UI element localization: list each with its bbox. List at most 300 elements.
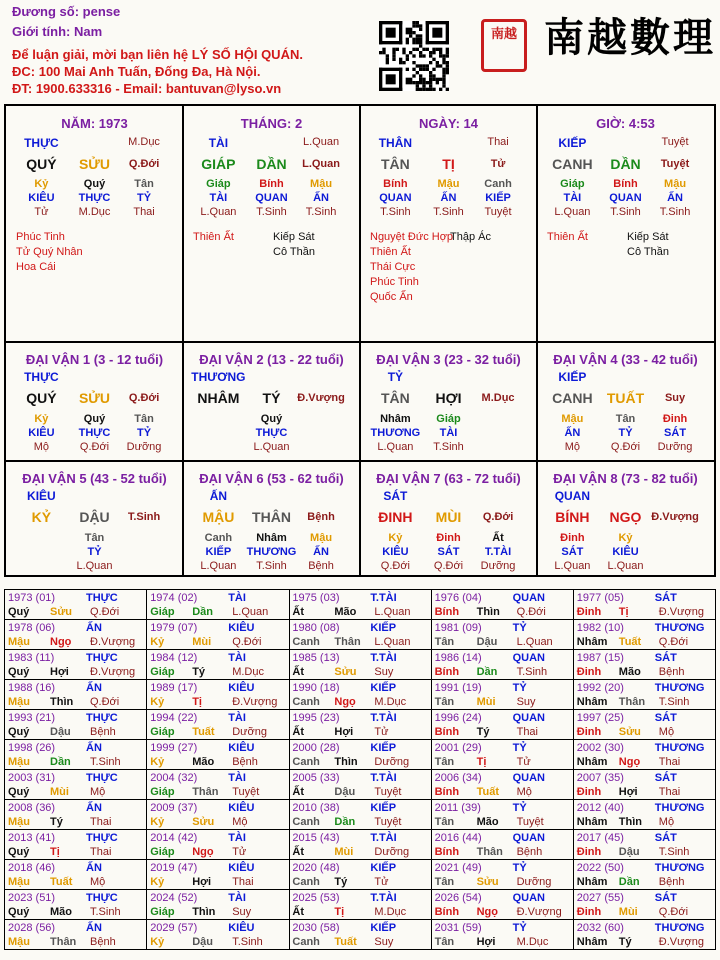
year-life-stage: T.Sinh <box>658 696 690 708</box>
year-ten-god: T.TÀI <box>370 832 397 844</box>
earthly-branch: TUẤT <box>606 390 645 406</box>
hidden-stem: Quý <box>260 413 283 425</box>
year-stem: Đinh <box>576 606 602 618</box>
year-stem: Ất <box>292 906 304 918</box>
year-branch: Thân <box>192 786 219 798</box>
year-life-stage: Đ.Vượng <box>232 696 278 708</box>
year-cell <box>574 740 716 770</box>
year-stem: Bính <box>434 666 460 678</box>
year-ten-god: ẤN <box>86 742 102 754</box>
pillar-cell <box>537 106 714 342</box>
year-life-stage: Dưỡng <box>374 846 410 858</box>
hidden-ten-god: QUAN <box>609 192 642 204</box>
year-life-stage: T.Sinh <box>90 756 121 768</box>
hidden-ten-god: KIÊU <box>612 546 639 558</box>
year-branch: Tuất <box>192 726 215 738</box>
hidden-life-stage: Dưỡng <box>480 560 516 572</box>
hidden-stem: Mậu <box>437 178 460 190</box>
year-cell <box>5 650 147 680</box>
hidden-life-stage: L.Quan <box>200 206 237 218</box>
year-stem: Tân <box>434 696 455 708</box>
hidden-life-stage: T.Sinh <box>380 206 411 218</box>
pillar-cell <box>6 106 183 342</box>
year-cell <box>147 860 289 890</box>
hidden-ten-god: KIẾP <box>205 546 232 558</box>
hidden-stem: Mậu <box>310 532 333 544</box>
cell-title: ĐẠI VẬN 2 (13 - 22 tuổi) <box>199 352 344 367</box>
hidden-ten-god: TÀI <box>209 192 228 204</box>
year-cell <box>5 860 147 890</box>
year-label: 2017 (45) <box>576 832 624 844</box>
year-cell <box>147 800 289 830</box>
year-ten-god: THỰC <box>86 892 118 904</box>
year-label: 2024 (52) <box>150 892 198 904</box>
year-life-stage: Bệnh <box>658 876 685 888</box>
year-ten-god: KIẾP <box>370 742 397 754</box>
address-line: ĐC: 100 Mai Anh Tuấn, Đống Đa, Hà Nội. <box>12 64 261 79</box>
hidden-stem: Mậu <box>561 413 584 425</box>
year-ten-god: KIÊU <box>228 802 255 814</box>
seal-stamp: 南越 <box>481 19 527 72</box>
year-cell <box>147 680 289 710</box>
year-label: 2032 (60) <box>576 922 624 934</box>
year-life-stage: Mộ <box>232 816 248 828</box>
year-ten-god: SÁT <box>654 592 677 604</box>
year-cell <box>432 650 574 680</box>
hidden-life-stage: Q.Đới <box>610 441 641 453</box>
year-stem: Canh <box>292 636 320 648</box>
year-label: 2028 (56) <box>8 922 56 934</box>
year-label: 2012 (40) <box>576 802 624 814</box>
year-life-stage: Suy <box>516 696 536 708</box>
year-life-stage: Mộ <box>658 816 675 828</box>
ten-god-label: KIẾP <box>558 136 587 150</box>
year-stem: Nhâm <box>576 756 608 768</box>
year-cell <box>432 800 574 830</box>
year-stem: Giáp <box>150 606 175 618</box>
year-label: 1983 (11) <box>8 652 55 664</box>
life-stage-label: Thai <box>487 136 509 148</box>
year-stem: Tân <box>434 876 455 888</box>
hidden-stem: Canh <box>204 532 233 544</box>
year-stem: Quý <box>8 606 30 618</box>
year-cell <box>289 920 431 950</box>
year-label: 1980 (08) <box>292 622 340 634</box>
shensha-star: Nguyệt Đức Hợp <box>370 231 454 243</box>
hidden-ten-god: T.TÀI <box>484 546 512 558</box>
year-ten-god: TỶ <box>512 862 527 874</box>
year-life-stage: Suy <box>374 936 394 948</box>
hidden-ten-god: KIẾP <box>485 192 511 204</box>
year-cell <box>432 590 574 620</box>
year-branch: Hợi <box>192 876 212 888</box>
year-branch: Mão <box>50 906 72 918</box>
year-ten-god: T.TÀI <box>370 652 397 664</box>
year-branch: Hợi <box>50 666 69 678</box>
branch-life-stage: Bệnh <box>307 511 335 523</box>
year-cell <box>432 830 574 860</box>
shensha-star: Kiếp Sát <box>273 231 315 243</box>
earthly-branch: NGỌ <box>609 509 642 525</box>
hidden-ten-god: SÁT <box>664 427 687 439</box>
hidden-life-stage: L.Quan <box>377 441 414 453</box>
year-branch: Dậu <box>50 726 71 738</box>
hidden-stem: Tân <box>134 178 154 190</box>
year-ten-god: TỶ <box>512 922 527 934</box>
year-branch: Tý <box>476 726 490 738</box>
year-stem: Quý <box>8 666 30 678</box>
year-stem: Bính <box>434 906 460 918</box>
year-stem: Tân <box>434 636 455 648</box>
year-ten-god: KIÊU <box>228 622 255 634</box>
year-cell <box>432 890 574 920</box>
year-life-stage: Dưỡng <box>374 756 410 768</box>
year-stem: Giáp <box>150 666 175 678</box>
year-ten-god: ẤN <box>86 682 102 694</box>
year-cell <box>574 650 716 680</box>
earthly-branch: DẬU <box>79 509 110 525</box>
year-ten-god: SÁT <box>654 712 677 724</box>
year-label: 1975 (03) <box>292 592 340 604</box>
year-cell <box>574 770 716 800</box>
year-stem: Đinh <box>576 666 602 678</box>
hidden-life-stage: Q.Đới <box>79 441 110 453</box>
cell-title: NGÀY: 14 <box>419 116 478 131</box>
year-ten-god: ẤN <box>86 862 102 874</box>
year-life-stage: Thai <box>232 876 254 888</box>
year-branch: Dậu <box>192 936 213 948</box>
year-life-stage: L.Quan <box>374 606 411 618</box>
year-branch: Mùi <box>192 636 212 648</box>
year-ten-god: ẤN <box>86 622 102 634</box>
year-label: 2007 (35) <box>576 772 624 784</box>
year-branch: Tị <box>334 906 345 918</box>
year-branch: Thân <box>50 936 77 948</box>
hidden-stem: Mậu <box>664 178 687 190</box>
life-stage-label: Tuyệt <box>661 136 689 148</box>
year-stem: Nhâm <box>576 816 608 828</box>
year-life-stage: Bệnh <box>90 726 116 738</box>
year-cell <box>147 710 289 740</box>
year-stem: Ất <box>292 786 304 798</box>
year-cell <box>5 890 147 920</box>
hidden-ten-god: SÁT <box>561 546 584 558</box>
branch-life-stage: Tuyệt <box>660 158 690 170</box>
year-branch: Hợi <box>476 936 496 948</box>
year-stem: Nhâm <box>576 876 608 888</box>
hidden-stem: Bính <box>613 178 638 190</box>
hidden-stem: Quý <box>83 178 106 190</box>
year-label: 1993 (21) <box>8 712 56 724</box>
year-cell <box>289 740 431 770</box>
year-life-stage: T.Sinh <box>90 906 121 918</box>
year-stem: Tân <box>434 816 455 828</box>
hidden-life-stage: Thai <box>133 206 155 218</box>
year-branch: Dần <box>476 666 498 678</box>
hidden-ten-god: TỶ <box>137 427 152 439</box>
year-life-stage: Thai <box>658 786 681 798</box>
shensha-star: Thiên Ất <box>547 231 588 243</box>
year-ten-god: THƯƠNG <box>654 922 705 934</box>
earthly-branch: HỢI <box>435 390 462 406</box>
year-cell <box>147 650 289 680</box>
year-life-stage: Tuyệt <box>516 816 544 828</box>
year-ten-god: T.TÀI <box>370 712 397 724</box>
cell-title: THÁNG: 2 <box>240 116 303 131</box>
shensha-star: Phúc Tinh <box>370 276 419 288</box>
year-cell <box>574 920 716 950</box>
year-ten-god: TỶ <box>512 742 527 754</box>
year-stem: Giáp <box>150 726 175 738</box>
year-label: 2011 (39) <box>434 802 481 814</box>
year-stem: Nhâm <box>576 696 608 708</box>
hidden-stem: Nhâm <box>380 413 411 425</box>
year-life-stage: Bệnh <box>232 756 258 768</box>
year-cell <box>574 710 716 740</box>
year-label: 2005 (33) <box>292 772 340 784</box>
year-stem: Kỷ <box>150 696 165 708</box>
ten-god-label: THỰC <box>24 370 59 384</box>
branch-life-stage: T.Sinh <box>127 511 161 523</box>
ten-god-label: KIẾP <box>558 370 587 384</box>
cell-title: ĐẠI VẬN 8 (73 - 82 tuổi) <box>553 471 698 486</box>
year-stem: Mậu <box>8 936 30 948</box>
year-branch: Thìn <box>618 816 643 828</box>
year-branch: Dậu <box>618 846 640 858</box>
year-cell <box>289 590 431 620</box>
year-stem: Canh <box>292 936 320 948</box>
year-ten-god: QUAN <box>512 592 545 604</box>
cell-title: NĂM: 1973 <box>61 116 128 131</box>
year-life-stage: Thai <box>90 816 112 828</box>
owner-name: Đương số: pense <box>12 4 121 19</box>
year-label: 1992 (20) <box>576 682 624 694</box>
year-stem: Canh <box>292 756 320 768</box>
year-branch: Dần <box>192 606 213 618</box>
year-ten-god: SÁT <box>654 832 677 844</box>
shensha-star: Tử Quý Nhân <box>16 246 83 258</box>
header <box>0 0 720 100</box>
cell-title: GIỜ: 4:53 <box>596 116 655 131</box>
year-life-stage: Dưỡng <box>232 726 267 738</box>
dai-van-cell <box>6 342 183 461</box>
pillar-cell <box>183 106 360 342</box>
hidden-ten-god: THƯƠNG <box>370 427 421 439</box>
year-label: 1978 (06) <box>8 622 56 634</box>
year-label: 2026 (54) <box>434 892 482 904</box>
year-branch: Thìn <box>192 906 216 918</box>
shensha-star: Quốc Ấn <box>370 291 413 303</box>
year-branch: Mùi <box>334 846 354 858</box>
heavenly-stem: QUÝ <box>26 390 57 406</box>
year-cell <box>574 860 716 890</box>
year-branch: Tý <box>618 936 632 948</box>
year-ten-god: ẤN <box>86 922 102 934</box>
hidden-life-stage: L.Quan <box>200 560 237 572</box>
year-ten-god: TỶ <box>512 682 527 694</box>
year-stem: Mậu <box>8 816 30 828</box>
year-cell <box>574 680 716 710</box>
year-cell <box>5 800 147 830</box>
hidden-life-stage: T.Sinh <box>659 206 691 218</box>
year-cell <box>574 800 716 830</box>
year-branch: Tý <box>192 666 206 678</box>
life-stage-label: M.Dục <box>128 136 160 148</box>
hidden-life-stage: Q.Đới <box>433 560 464 572</box>
year-label: 2025 (53) <box>292 892 340 904</box>
year-branch: Thìn <box>334 756 358 768</box>
year-cell <box>432 710 574 740</box>
shensha-star: Thiên Ất <box>193 231 234 243</box>
hidden-stem: Tân <box>134 413 154 425</box>
year-stem: Mậu <box>8 696 30 708</box>
year-branch: Thìn <box>476 606 500 618</box>
year-branch: Mão <box>618 666 641 678</box>
shensha-star: Thiên Ất <box>370 246 411 258</box>
shensha-star: Phúc Tinh <box>16 231 65 243</box>
year-ten-god: THỰC <box>86 712 118 724</box>
year-branch: Mùi <box>476 696 496 708</box>
year-stem: Kỷ <box>150 756 165 768</box>
phone-email-line: ĐT: 1900.633316 - Email: bantuvan@lyso.vn <box>12 81 282 96</box>
year-stem: Tân <box>434 936 455 948</box>
year-cell <box>432 770 574 800</box>
year-branch: Mão <box>334 606 357 618</box>
year-ten-god: KIÊU <box>228 922 255 934</box>
year-ten-god: THỰC <box>86 832 118 844</box>
ten-god-label: KIÊU <box>27 489 56 503</box>
year-stem: Ất <box>292 606 304 618</box>
branch-life-stage: Q.Đới <box>482 511 514 523</box>
year-life-stage: Dưỡng <box>516 876 552 888</box>
dai-van-cell <box>537 342 714 461</box>
hidden-stem: Kỷ <box>34 178 49 190</box>
year-label: 1984 (12) <box>150 652 198 664</box>
hidden-ten-god: TÀI <box>563 192 582 204</box>
year-label: 2014 (42) <box>150 832 198 844</box>
year-stem: Quý <box>8 906 30 918</box>
year-life-stage: Mộ <box>658 726 675 738</box>
heavenly-stem: MẬU <box>202 509 235 525</box>
year-cell <box>289 650 431 680</box>
year-branch: Sửu <box>618 726 641 738</box>
year-label: 2018 (46) <box>8 862 56 874</box>
year-ten-god: TÀI <box>228 652 246 664</box>
brand-logo: 南越數理 <box>544 14 716 61</box>
year-life-stage: Thai <box>516 726 538 738</box>
year-label: 2031 (59) <box>434 922 482 934</box>
shensha-star: Thập Ác <box>450 231 491 243</box>
year-label: 1976 (04) <box>434 592 482 604</box>
year-label: 2002 (30) <box>576 742 624 754</box>
hidden-stem: Bính <box>259 178 284 190</box>
year-stem: Giáp <box>150 846 175 858</box>
year-stem: Mậu <box>8 756 30 768</box>
year-branch: Tuất <box>50 876 73 888</box>
year-cell <box>147 920 289 950</box>
year-label: 2015 (43) <box>292 832 340 844</box>
hidden-ten-god: KIÊU <box>382 546 409 558</box>
year-label: 2016 (44) <box>434 832 482 844</box>
year-ten-god: QUAN <box>512 712 545 724</box>
year-cell <box>147 830 289 860</box>
year-ten-god: TÀI <box>228 712 246 724</box>
shensha-star: Cô Thần <box>273 246 315 258</box>
year-label: 2003 (31) <box>8 772 56 784</box>
year-label: 2013 (41) <box>8 832 56 844</box>
year-stem: Đinh <box>576 846 602 858</box>
contact-line: Để luận giải, mời bạn liên hệ LÝ SỐ HỘI QUÁN. <box>12 47 303 62</box>
year-ten-god: T.TÀI <box>370 592 397 604</box>
hidden-ten-god: THỰC <box>255 427 288 439</box>
year-stem: Kỷ <box>150 876 165 888</box>
year-life-stage: Mộ <box>90 876 106 888</box>
hidden-life-stage: Dưỡng <box>657 441 693 453</box>
hidden-life-stage: Dưỡng <box>126 441 162 453</box>
year-branch: Mão <box>192 756 215 768</box>
year-branch: Dần <box>50 756 71 768</box>
year-life-stage: L.Quan <box>232 606 269 618</box>
heavenly-stem: TÂN <box>381 156 410 172</box>
year-life-stage: Đ.Vượng <box>658 936 704 948</box>
earthly-branch: THÂN <box>252 509 291 525</box>
earthly-branch: SỬU <box>78 156 111 172</box>
year-life-stage: Tử <box>516 756 531 768</box>
year-life-stage: Mộ <box>516 786 532 798</box>
year-ten-god: TÀI <box>228 832 246 844</box>
hidden-ten-god: QUAN <box>379 192 412 204</box>
branch-life-stage: Q.Đới <box>128 392 160 404</box>
year-life-stage: Q.Đới <box>232 636 262 648</box>
year-label: 1986 (14) <box>434 652 482 664</box>
hidden-ten-god: TỶ <box>87 546 102 558</box>
hidden-ten-god: THỰC <box>78 427 111 439</box>
hidden-ten-god: ẤN <box>313 192 329 204</box>
year-branch: Dần <box>334 816 356 828</box>
hidden-ten-god: TỶ <box>618 427 633 439</box>
year-stem: Mậu <box>8 636 30 648</box>
branch-life-stage: Đ.Vượng <box>651 511 699 523</box>
year-stem: Kỷ <box>150 936 165 948</box>
hidden-stem: Giáp <box>206 178 231 190</box>
year-cell <box>147 890 289 920</box>
year-ten-god: KIÊU <box>228 742 255 754</box>
year-branch: Tị <box>476 756 487 768</box>
hidden-stem: Kỷ <box>34 413 49 425</box>
year-branch: Ngọ <box>618 756 641 768</box>
year-ten-god: QUAN <box>512 892 545 904</box>
year-branch: Tuất <box>618 636 642 648</box>
year-cell <box>147 740 289 770</box>
year-stem: Tân <box>434 756 455 768</box>
year-label: 1998 (26) <box>8 742 56 754</box>
cell-title: ĐẠI VẬN 4 (33 - 42 tuổi) <box>553 352 698 367</box>
year-cell <box>289 860 431 890</box>
year-ten-god: THƯƠNG <box>654 802 705 814</box>
year-stem: Quý <box>8 786 30 798</box>
year-label: 1990 (18) <box>292 682 340 694</box>
hidden-ten-god: KIÊU <box>28 427 55 439</box>
year-life-stage: L.Quan <box>516 636 553 648</box>
heavenly-stem: TÂN <box>381 390 410 406</box>
year-label: 2006 (34) <box>434 772 482 784</box>
year-cell <box>147 770 289 800</box>
year-ten-god: KIẾP <box>370 682 397 694</box>
year-life-stage: Đ.Vượng <box>90 666 136 678</box>
hidden-life-stage: T.Sinh <box>433 206 464 218</box>
year-ten-god: SÁT <box>654 772 677 784</box>
ten-god-label: THÂN <box>378 136 413 150</box>
